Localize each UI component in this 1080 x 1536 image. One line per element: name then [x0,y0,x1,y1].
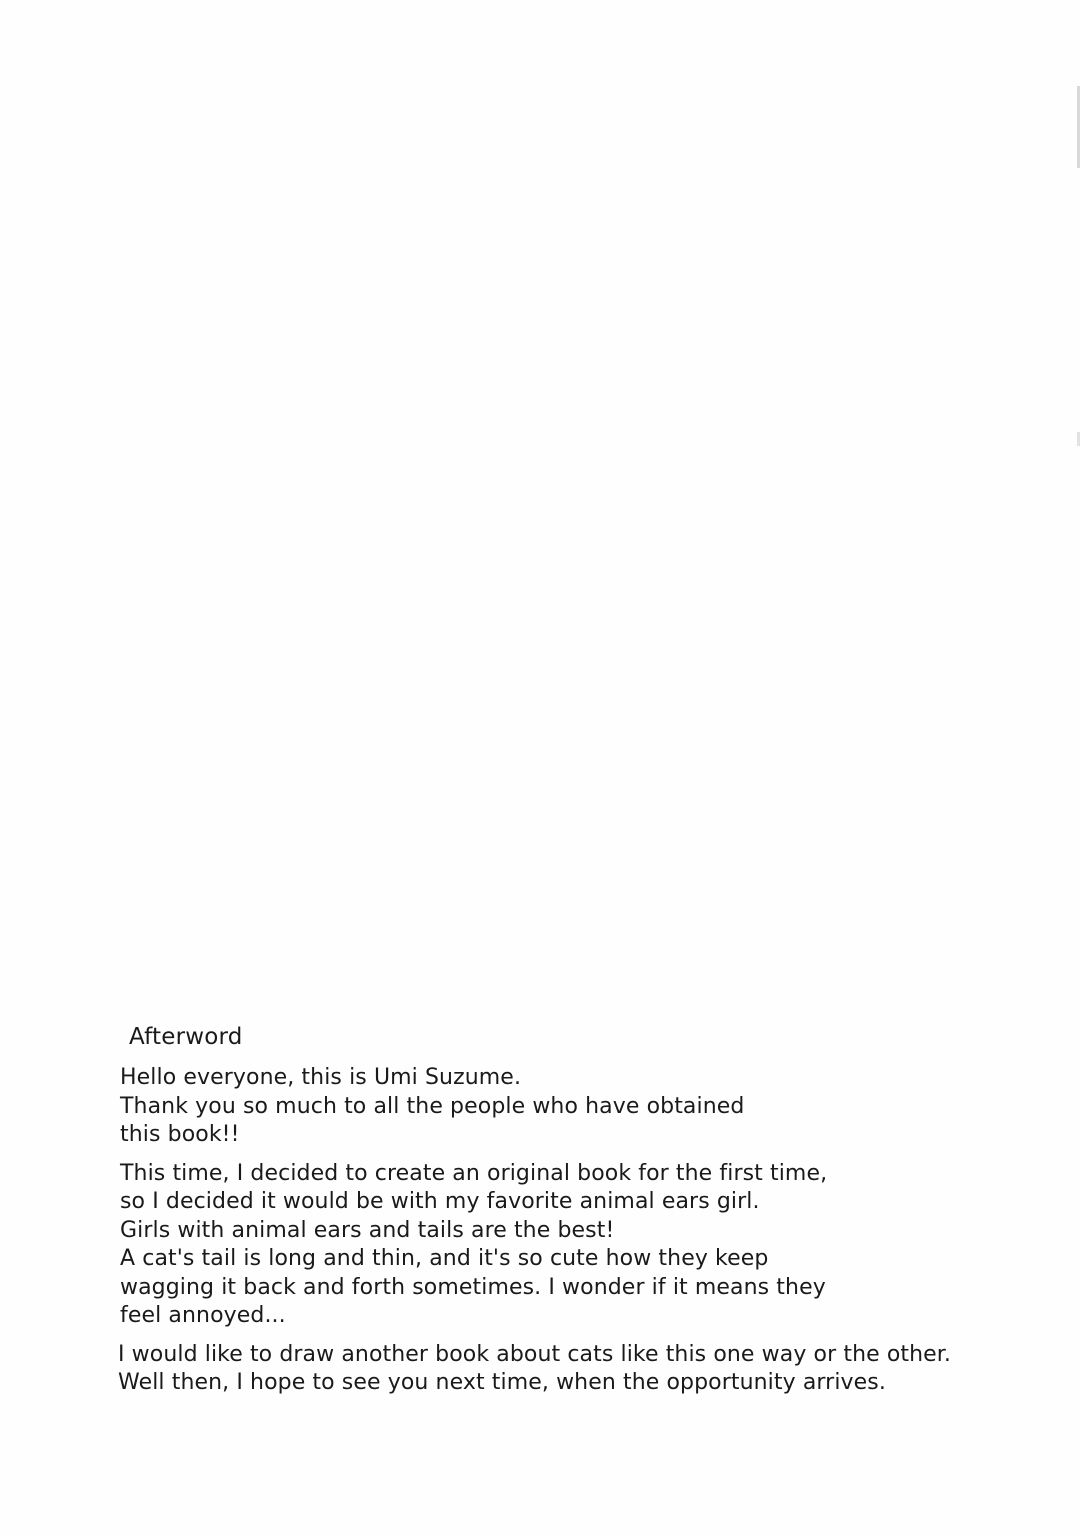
afterword-section [120,1020,960,1408]
text-line: Thank you so much to all the people who have obtained [120,1093,745,1119]
text-line: so I decided it would be with my favorite animal ears girl. [120,1189,760,1214]
afterword-title: Afterword [129,1024,243,1050]
text-line: I would like to draw another book about cats like this one way or the other. [118,1341,952,1367]
text-line: this book!! [120,1122,240,1147]
text-line: Girls with animal ears and tails are the best! [120,1217,615,1243]
paragraph [120,1160,960,1331]
text-line: wagging it back and forth sometimes. I wonder if it means they [120,1274,826,1300]
text-line: Well then, I hope to see you next time, when the opportunity arrives. [118,1370,886,1395]
text-line: Hello everyone, this is Umi Suzume. [120,1065,522,1090]
text-line: A cat's tail is long and thin, and it's so cute how they keep [120,1246,769,1271]
paragraph [118,1341,960,1398]
paragraph [120,1064,960,1150]
text-line: feel annoyed... [120,1303,286,1328]
text-line: This time, I decided to create an original book for the first time, [120,1160,828,1186]
